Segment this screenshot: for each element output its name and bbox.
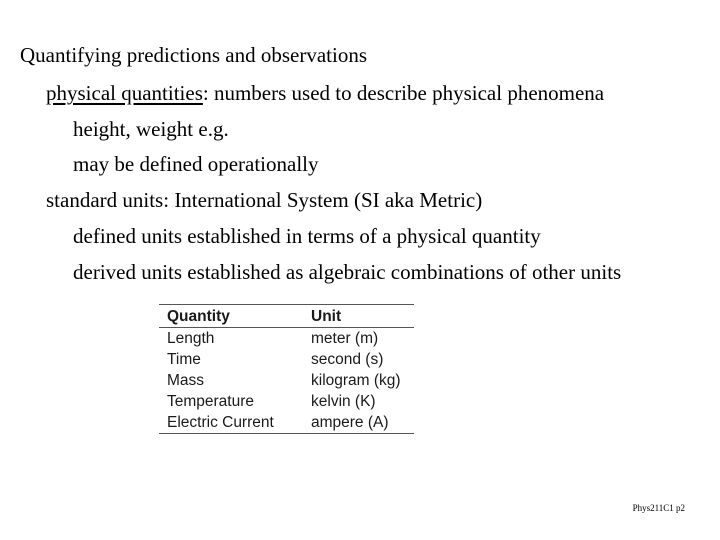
slide-footer: Phys211C1 p2 [632, 503, 685, 513]
slide-title: Quantifying predictions and observations [20, 43, 368, 67]
bullet-operational: may be defined operationally [73, 152, 319, 176]
bullet-example: height, weight e.g. [73, 117, 229, 141]
quantity-cell: Temperature [167, 393, 255, 410]
unit-cell: kelvin (K) [311, 393, 376, 410]
table-row [159, 370, 414, 391]
bullet-defined-units: defined units established in terms of a physical quantity [73, 224, 541, 248]
si-units-table [159, 304, 414, 434]
quantity-cell: Length [167, 330, 215, 347]
table-row [159, 391, 414, 412]
column-header-quantity: Quantity [167, 307, 230, 325]
quantity-cell: Electric Current [167, 414, 274, 431]
table-row [159, 412, 414, 434]
bullet-physical-quantities [46, 81, 604, 105]
column-header-unit: Unit [311, 307, 342, 325]
physical-quantities-term: physical quantities [46, 81, 203, 105]
bullet-derived-units: derived units established as algebraic combinations of other units [73, 260, 622, 284]
bullet-standard-units: standard units: International System (SI aka Metric) [46, 188, 483, 212]
unit-cell: ampere (A) [311, 414, 389, 431]
unit-cell: second (s) [311, 351, 384, 368]
unit-cell: meter (m) [311, 330, 379, 347]
table-row [159, 328, 414, 350]
quantity-cell: Mass [167, 372, 205, 389]
physical-quantities-definition: : numbers used to describe physical phenomena [202, 81, 605, 105]
table-row [159, 349, 414, 370]
table-header-row [159, 305, 414, 328]
unit-cell: kilogram (kg) [311, 372, 401, 389]
quantity-cell: Time [167, 351, 201, 368]
